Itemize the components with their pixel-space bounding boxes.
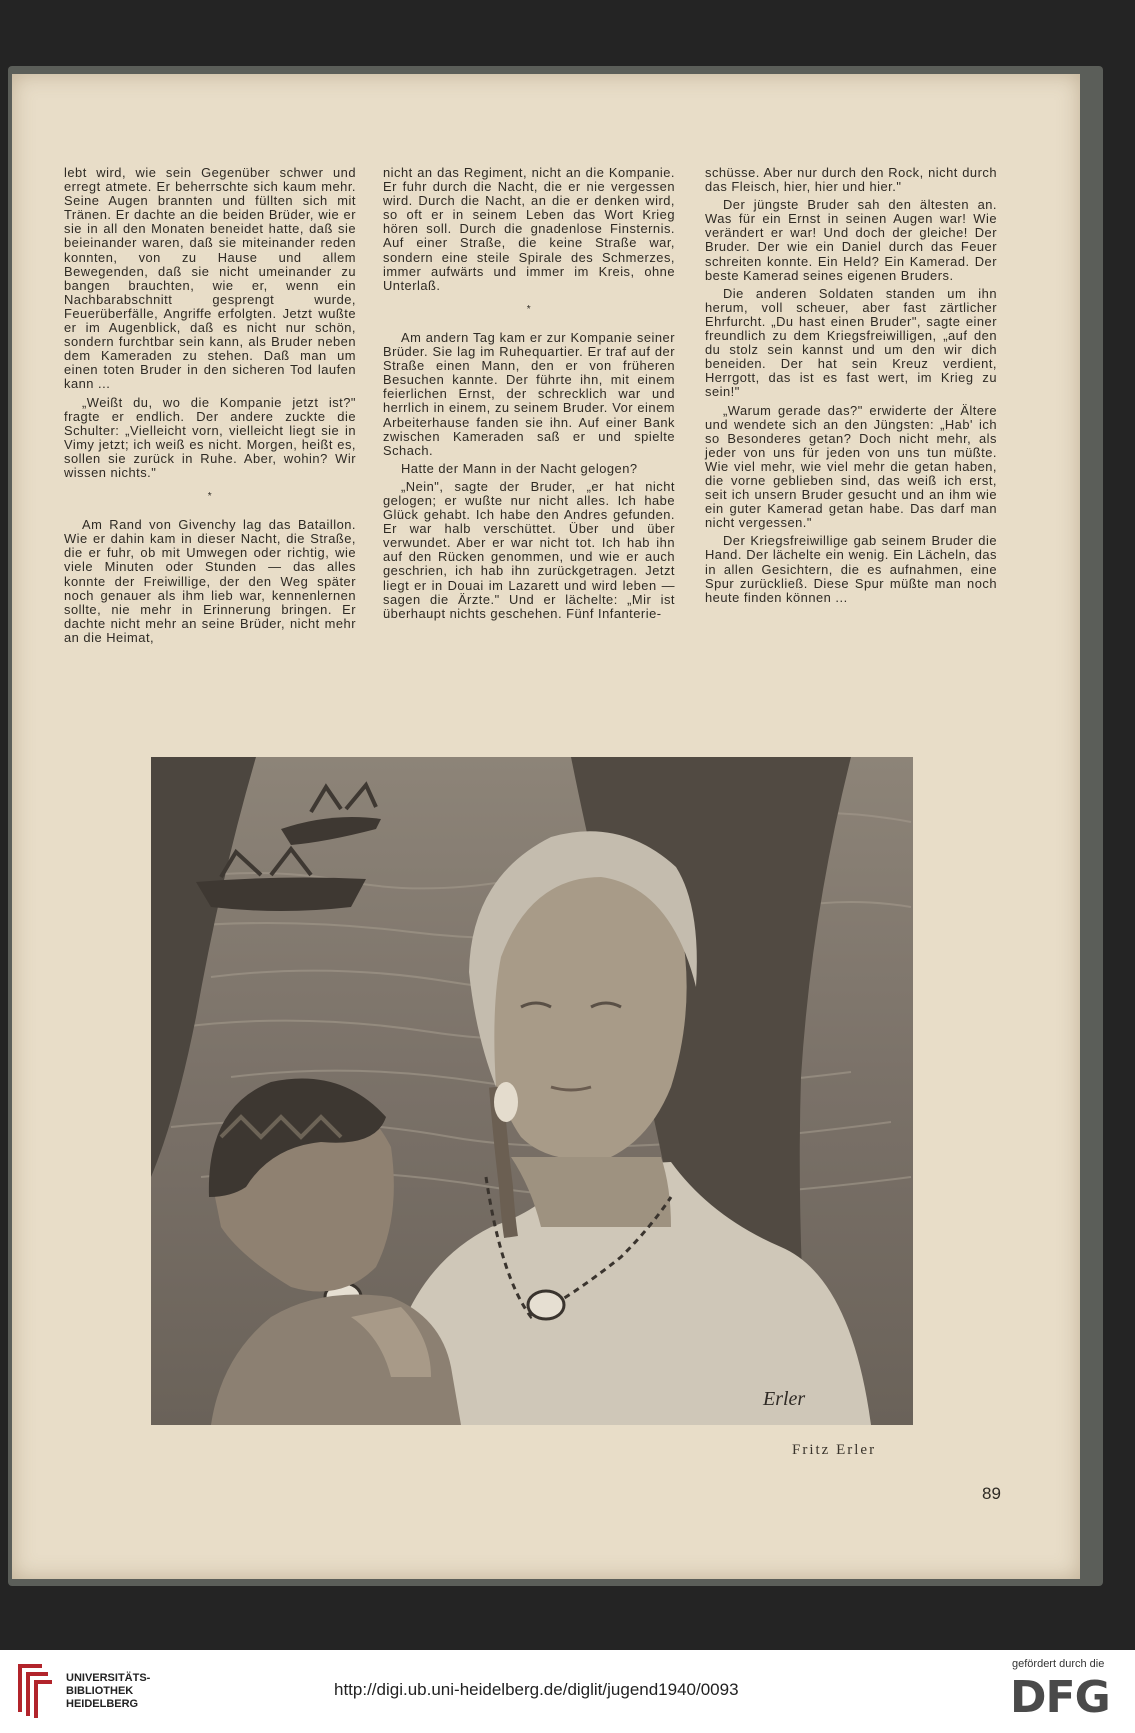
artist-signature: Erler	[763, 1388, 806, 1410]
paragraph: lebt wird, wie sein Gegenüber schwer und erregt atmete. Er beherrschte sich kaum mehr. Seine Augen brannten und füllten sich mit Tränen. Er dachte an die beiden Brüder, wie er sie in all den Monaten beneidet hatte, daß sie beieinander waren, daß sie miteinander reden konnten, von zu Hause und allem Bewegenden, daß sie nicht umeinander zu bangen brauchten, wie er, wenn ein Nachbarabschnitt gesprengt wurde, Feuerüberfälle, Angriffe erfolgten. Jetzt wußte er im Augenblick, daß es nicht nur schön, sondern furchtbar sein kann, als Bruder neben dem Kameraden zu stehen. Daß man um einen toten Bruder in den sicheren Tod laufen kann ...	[64, 165, 356, 392]
paragraph: Am andern Tag kam er zur Kompanie seiner Brüder. Sie lag im Ruhequartier. Er traf auf der Straße einen Mann, den er von früheren Besuchen kannte. Der führte ihn, mit einem feierlichen Ernst, der schrecklich war und herrlich in einem, zu seinem Bruder. Vor einem Arbeiterhause fanden sie ihn. Auf einer Bank zwischen Kameraden saß er und spielte Schach.	[383, 329, 675, 458]
footer-bar	[0, 1650, 1135, 1733]
page-number: 89	[982, 1484, 1001, 1503]
funding-label: gefördert durch die	[1012, 1658, 1105, 1670]
magazine-page	[12, 74, 1080, 1579]
library-name	[66, 1672, 150, 1711]
text-column-1	[64, 166, 356, 649]
illustration-mother-and-child	[151, 757, 913, 1425]
paragraph: Hatte der Mann in der Nacht gelogen?	[401, 460, 638, 476]
paragraph: Der Kriegsfreiwillige gab seinem Bruder die Hand. Der lächelte ein wenig. Ein Lächeln, das in allen Gesichtern, die es aufnahmen, eine Spur zurückließ. Diese Spur müßte man noch heute finden können ...	[705, 533, 997, 605]
library-name-line: HEIDELBERG	[66, 1698, 139, 1710]
paragraph: Der jüngste Bruder sah den ältesten an. Was für ein Ernst in seinen Augen war! Wie verändert er war! Und doch der gleiche! Der Bruder. Der wie ein Daniel durch das Feuer schreiten konnte. Ein Held? Ein Kamerad. Der beste Kamerad seines eigenen Bruders.	[705, 197, 997, 283]
permalink-url[interactable]: http://digi.ub.uni-heidelberg.de/diglit/jugend1940/0093	[334, 1680, 739, 1699]
text-column-2	[383, 166, 675, 625]
dfg-logo: DFG	[1010, 1672, 1110, 1723]
paragraph: „Weißt du, wo die Kompanie jetzt ist?" fragte er endlich. Der andere zuckte die Schulter: „Vielleicht vorn, vielleicht liegt sie in Vimy jetzt; ich weiß es nicht. Morgen, heißt es, sollen sie zurück in Ruhe. Aber, wohin? Wir wissen nichts."	[64, 394, 356, 480]
text-column-3	[705, 166, 997, 609]
section-divider: *	[207, 491, 213, 503]
library-name-line: UNIVERSITÄTS-	[66, 1672, 151, 1684]
paragraph: schüsse. Aber nur durch den Rock, nicht durch das Fleisch, hier, hier und hier."	[705, 165, 997, 195]
library-logo-icon	[12, 1660, 54, 1720]
section-divider: *	[526, 303, 532, 315]
library-name-line: BIBLIOTHEK	[66, 1685, 134, 1697]
paragraph: „Warum gerade das?" erwiderte der Ältere und wendete sich an den Jüngsten: „Hab' ich so Besonderes getan? Doch nicht mehr, als jeder von uns für jeden von uns tun müßte. Wie viel mehr, wie viel mehr die getan haben, die vorne geblieben sind, das weiß ich erst, seit ich unsern Bruder gesucht und an ihm wie ein guter Kamerad getan habe. Das darf man nicht vergessen."	[705, 402, 997, 531]
paragraph: Am Rand von Givenchy lag das Bataillon. Wie er dahin kam in dieser Nacht, die Straße, die er fuhr, ob mit Umwegen oder richtig, wie viele Minuten oder Stunden — das alles konnte der Freiwillige, der den Weg später noch genauer als ihm lieb war, kennenlernen sollte, nie mehr in Erinnerung bringen. Er dachte nicht mehr an seine Brüder, nicht mehr an die Heimat,	[64, 517, 356, 645]
illustration-caption: Fritz Erler	[792, 1442, 877, 1458]
paragraph: nicht an das Regiment, nicht an die Kompanie. Er fuhr durch die Nacht, die er nie vergessen wird. Durch die Nacht, an die er denken wird, so oft er in seinem Leben das Wort Krieg hören soll. Durch die gnadenlose Finsternis. Auf einer Straße, die keine Straße war, sondern eine steile Spirale des Schmerzes, immer aufwärts und immer im Kreis, ohne Unterlaß.	[383, 165, 675, 293]
paragraph: Die anderen Soldaten standen um ihn herum, voll scheuer, aber fast zärtlicher Ehrfurcht. „Du hast einen Bruder", sagte einer freundlich zu dem Kriegsfreiwilligen, „auf den du stolz sein kannst und um den wir dich beneiden. Der hat sein Kreuz verdient, Herrgott, das ist es fast wert, im Krieg zu sein!"	[705, 285, 997, 400]
paragraph: „Nein", sagte der Bruder, „er hat nicht gelogen; er wußte nur nicht alles. Ich habe Glück gehabt. Ich habe den Andres gefunden. Er war halb verschüttet. Über und über verwundet. Aber er war nicht tot. Ich hab ihn auf den Rücken genommen, und wie er auch geschrien, ich hab ihn zurückgetragen. Jetzt liegt er in Douai im Lazarett und wird leben — sagen die Ärzte." Und er lächelte: „Mir ist überhaupt nichts geschehen. Fünf Infanterie-	[383, 478, 675, 621]
